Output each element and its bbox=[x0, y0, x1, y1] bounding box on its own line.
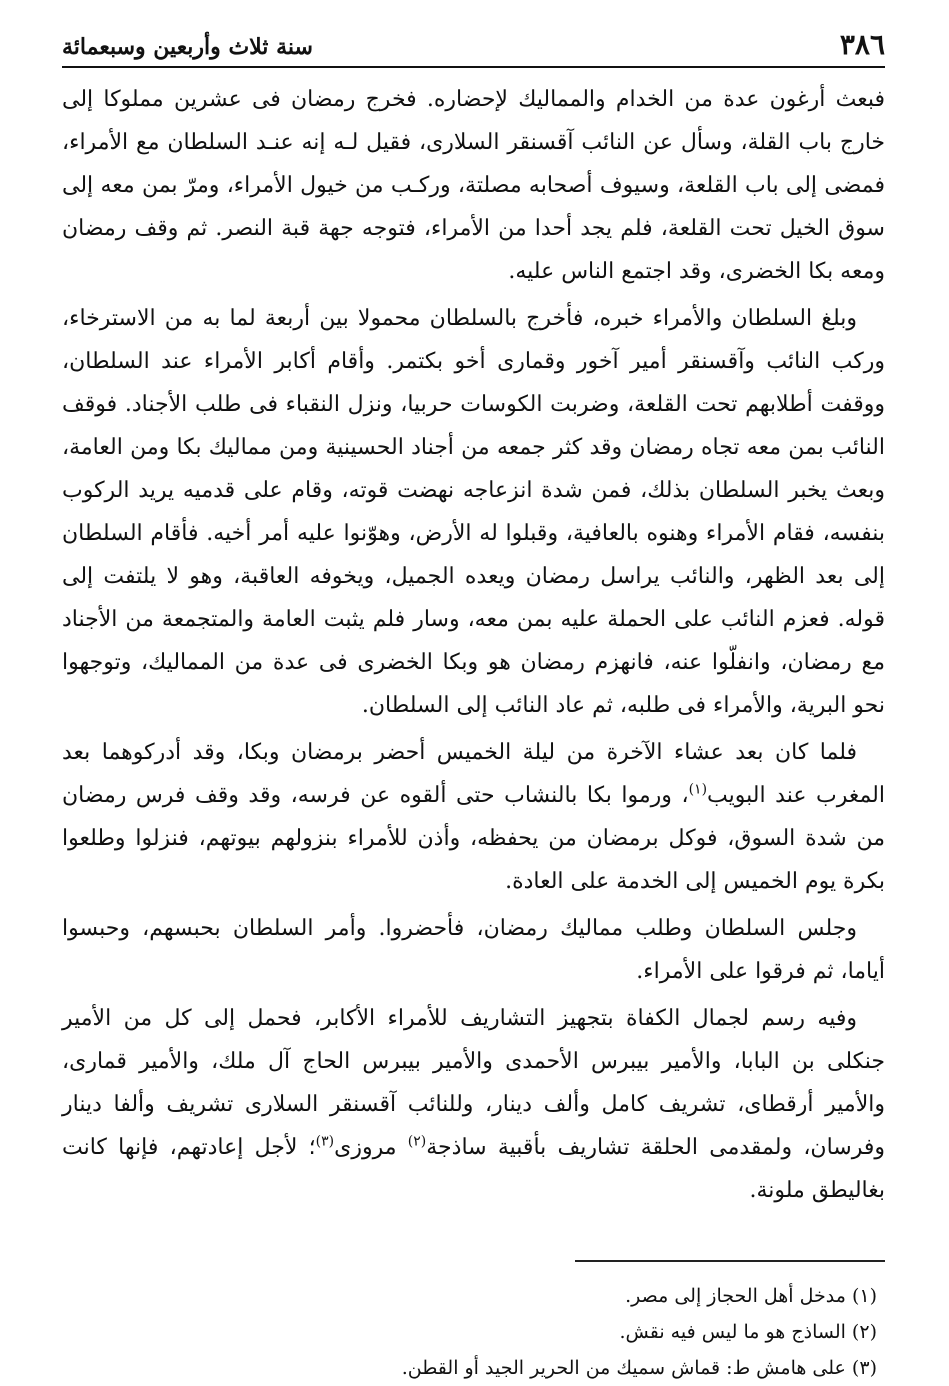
footnote-ref-2: (٢) bbox=[407, 1133, 427, 1150]
paragraph-3-text-b: ، ورموا بكا بالنشاب حتى ألقوه عن فرسه، وقد وقف فرس رمضان من شدة السوق، فوكل برمضان من يحفظه، وأذن للأمراء بنزولهم بيوتهم، فنزلوا وطلعوا بكرة يوم الخميس إلى الخدمة على العادة. bbox=[62, 783, 885, 894]
footnote-ref-3: (٣) bbox=[315, 1133, 335, 1150]
paragraph-5-text-b: مروزى bbox=[334, 1135, 408, 1160]
paragraph-5 bbox=[62, 997, 885, 1212]
footnote-1: (١) مدخل أهل الحجاز إلى مصر. bbox=[625, 1285, 877, 1307]
footnote-2: (٢) الساذج هو ما ليس فيه نقش. bbox=[619, 1321, 877, 1343]
paragraph-1: فبعث أرغون عدة من الخدام والمماليك لإحضاره. فخرج رمضان فى عشرين مملوكا إلى خارج باب القلة، وسأل عن النائب آقسنقر السلارى، فقيل لـه إنه عنـد السلطان مع الأمراء، فمضى إلى باب القلعة، وسيوف أصحابه مصلتة، وركـب من خيول الأمراء، ومرّ بمن معه إلى سوق الخيل تحت القلعة، فلم يجد أحدا من الأمراء، فتوجه جهة قبة النصر. ثم وقف رمضان ومعه بكا الخضرى، وقد اجتمع الناس عليه. bbox=[62, 87, 885, 284]
page-number: ٣٨٦ bbox=[839, 28, 885, 61]
paragraph-3 bbox=[62, 731, 885, 903]
paragraph-5-text-c: ؛ لأجل إعادتهم، فإنها كانت بغاليطق ملونة. bbox=[62, 1135, 885, 1203]
page-header bbox=[62, 28, 885, 68]
footnote-ref-1: (١) bbox=[688, 781, 708, 798]
footnote-3: (٣) على هامش ط: قماش سميك من الحرير الجيد أو القطن. bbox=[401, 1357, 877, 1379]
page-body bbox=[62, 78, 885, 1212]
running-title: سنة ثلاث وأربعين وسبعمائة bbox=[62, 34, 313, 60]
paragraph-2: وبلغ السلطان والأمراء خبره، فأخرج بالسلطان محمولا بين أربعة لما به من الاسترخاء، وركب النائب وآقسنقر أمير آخور وقمارى أخو بكتمر. وأقام أكابر الأمراء عند السلطان، ووقفت أطلابهم تحت القلعة، وضربت الكوسات حربيا، ونزل النقباء فى طلب الأجناد. فوقف النائب بمن معه تجاه رمضان وقد كثر جمعه من أجناد الحسينية ومن مماليك بكا ومن العامة، وبعث يخبر السلطان بذلك، فمن شدة انزعاجه نهضت قوته، وقام على قدميه يريد الركوب بنفسه، فقام الأمراء وهنوه بالعافية، وقبلوا له الأرض، وهوّنوا عليه أمر أخيه. فأقام السلطان إلى بعد الظهر، والنائب يراسل رمضان ويعده الجميل، ويخوفه العاقبة، وهو لا يلتفت إلى قوله. فعزم النائب على الحملة عليه بمن معه، وسار فلم يثبت العامة والمتجمعة من الأجناد مع رمضان، وانفلّوا عنه، فانهزم رمضان هو وبكا الخضرى فى عدة من المماليك، وتوجهوا نحو البرية، والأمراء فى طلبه، ثم عاد النائب إلى السلطان. bbox=[62, 306, 885, 718]
footnote-separator bbox=[575, 1260, 885, 1262]
paragraph-3-text-a: فلما كان بعد عشاء الآخرة من ليلة الخميس أحضر برمضان وبكا، وقد أدركوهما بعد المغرب عند البويب bbox=[62, 740, 886, 808]
footnotes bbox=[62, 1278, 885, 1386]
paragraph-5-text-a: وفيه رسم لجمال الكفاة بتجهيز التشاريف للأمراء الأكابر، فحمل إلى كل من الأمير جنكلى بن البابا، والأمير بيبرس الأحمدى والأمير بيبرس الحاج آل ملك، والأمير قمارى، والأمير أرقطاى، تشريف كامل وألف دينار، وللنائب آقسنقر السلارى تشريف وألفا دينار وفرسان، ولمقدمى الحلقة تشاريف بأقبية ساذجة bbox=[62, 1006, 886, 1160]
paragraph-4: وجلس السلطان وطلب مماليك رمضان، فأحضروا. وأمر السلطان بحبسهم، وحبسوا أياما، ثم فرقوا على الأمراء. bbox=[62, 916, 885, 984]
